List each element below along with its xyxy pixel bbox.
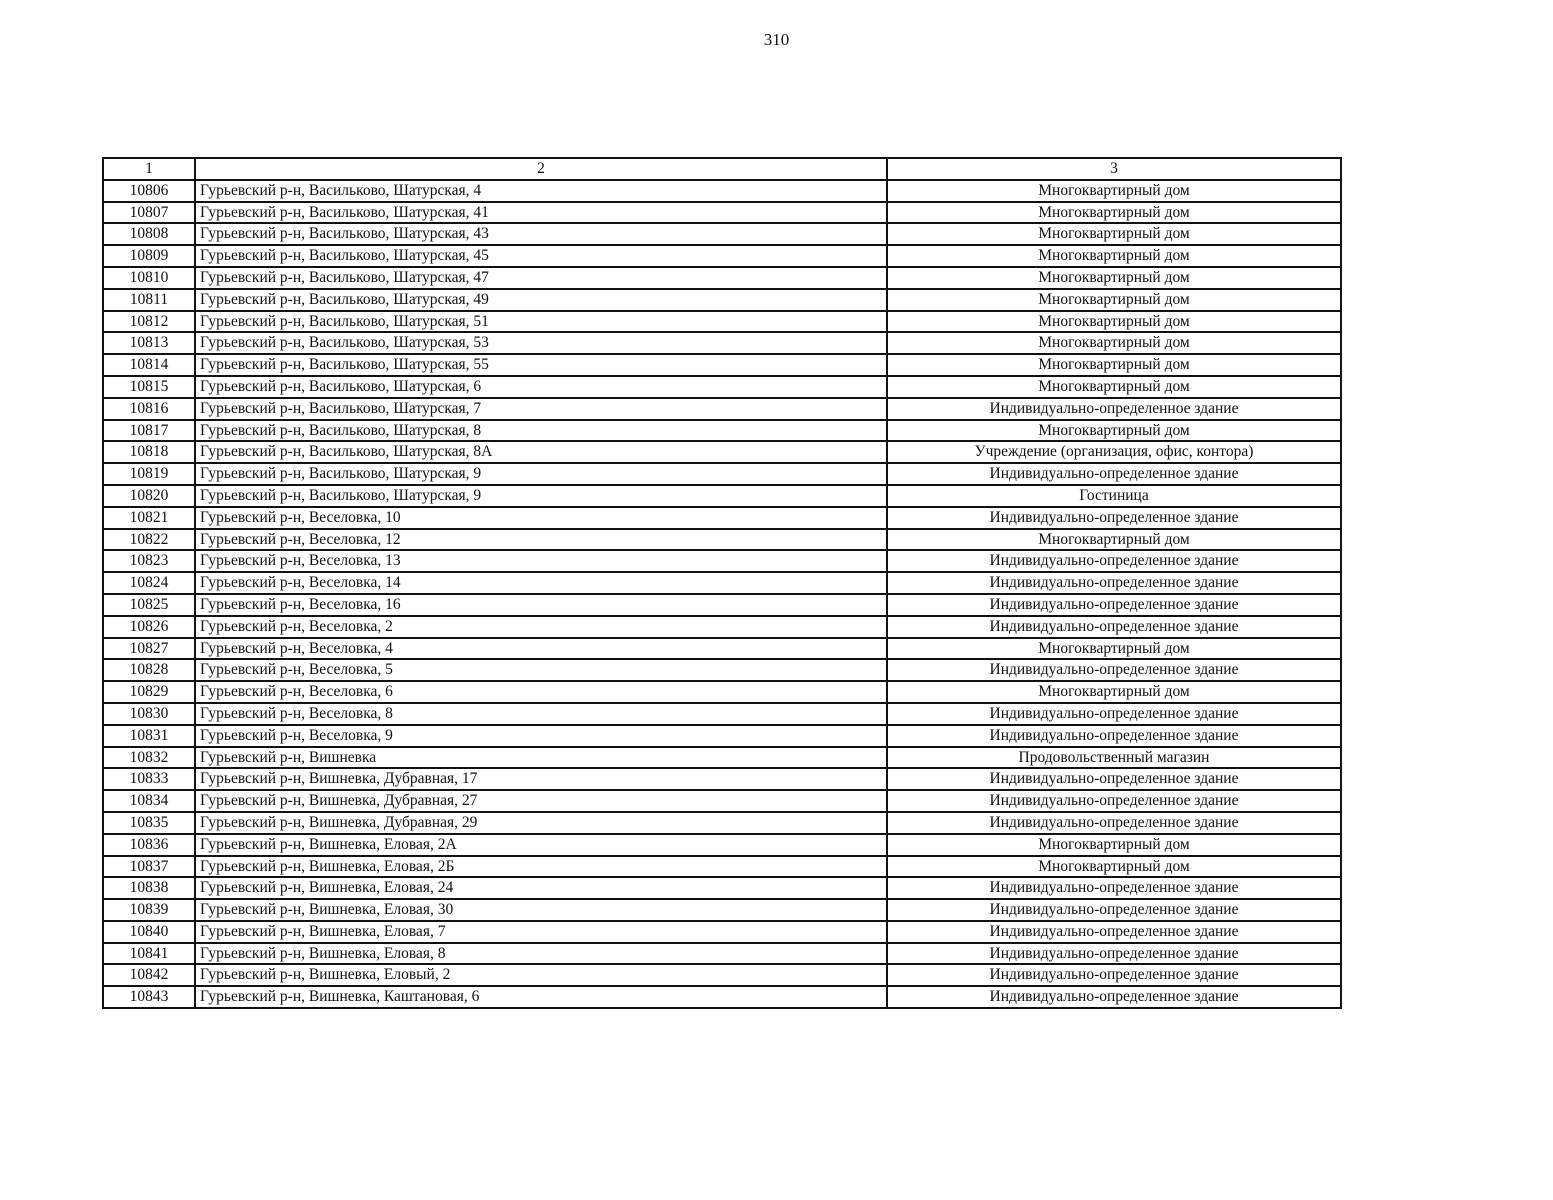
object-type-cell: Индивидуально-определенное здание xyxy=(887,877,1341,899)
table-row xyxy=(103,594,1341,616)
row-number-cell: 10816 xyxy=(103,398,195,420)
object-type-cell: Многоквартирный дом xyxy=(887,223,1341,245)
row-number-cell: 10840 xyxy=(103,921,195,943)
address-cell: Гурьевский р-н, Веселовка, 12 xyxy=(195,529,887,551)
object-type-cell: Индивидуально-определенное здание xyxy=(887,616,1341,638)
table-row xyxy=(103,267,1341,289)
address-cell: Гурьевский р-н, Веселовка, 8 xyxy=(195,703,887,725)
row-number-cell: 10815 xyxy=(103,376,195,398)
table-row xyxy=(103,485,1341,507)
address-cell: Гурьевский р-н, Веселовка, 13 xyxy=(195,550,887,572)
table-body xyxy=(103,158,1341,1008)
table-row xyxy=(103,725,1341,747)
row-number-cell: 10830 xyxy=(103,703,195,725)
object-type-cell: Многоквартирный дом xyxy=(887,289,1341,311)
row-number-cell: 10836 xyxy=(103,834,195,856)
row-number-cell: 10809 xyxy=(103,245,195,267)
address-cell: Гурьевский р-н, Васильково, Шатурская, 4 xyxy=(195,180,887,202)
table-row xyxy=(103,964,1341,986)
table-row xyxy=(103,507,1341,529)
table-row xyxy=(103,856,1341,878)
table-row xyxy=(103,616,1341,638)
row-number-cell: 10821 xyxy=(103,507,195,529)
address-cell: Гурьевский р-н, Вишневка, Еловая, 2А xyxy=(195,834,887,856)
object-type-cell: Индивидуально-определенное здание xyxy=(887,725,1341,747)
address-cell: Гурьевский р-н, Вишневка, Еловая, 7 xyxy=(195,921,887,943)
object-type-cell: Индивидуально-определенное здание xyxy=(887,812,1341,834)
address-cell: Гурьевский р-н, Веселовка, 5 xyxy=(195,659,887,681)
column-header-address: 2 xyxy=(195,158,887,180)
object-type-cell: Многоквартирный дом xyxy=(887,180,1341,202)
address-cell: Гурьевский р-н, Вишневка, Дубравная, 27 xyxy=(195,790,887,812)
row-number-cell: 10827 xyxy=(103,638,195,660)
object-type-cell: Продовольственный магазин xyxy=(887,747,1341,769)
object-type-cell: Индивидуально-определенное здание xyxy=(887,507,1341,529)
object-type-cell: Индивидуально-определенное здание xyxy=(887,986,1341,1008)
object-type-cell: Многоквартирный дом xyxy=(887,834,1341,856)
object-type-cell: Многоквартирный дом xyxy=(887,245,1341,267)
object-type-cell: Многоквартирный дом xyxy=(887,420,1341,442)
row-number-cell: 10831 xyxy=(103,725,195,747)
table-row xyxy=(103,877,1341,899)
row-number-cell: 10843 xyxy=(103,986,195,1008)
row-number-cell: 10841 xyxy=(103,943,195,965)
object-type-cell: Многоквартирный дом xyxy=(887,376,1341,398)
table-row xyxy=(103,943,1341,965)
address-cell: Гурьевский р-н, Вишневка, Дубравная, 17 xyxy=(195,768,887,790)
address-cell: Гурьевский р-н, Васильково, Шатурская, 6 xyxy=(195,376,887,398)
address-cell: Гурьевский р-н, Васильково, Шатурская, 47 xyxy=(195,267,887,289)
table-row xyxy=(103,681,1341,703)
address-cell: Гурьевский р-н, Вишневка xyxy=(195,747,887,769)
row-number-cell: 10810 xyxy=(103,267,195,289)
table-row xyxy=(103,311,1341,333)
object-type-cell: Учреждение (организация, офис, контора) xyxy=(887,441,1341,463)
object-type-cell: Многоквартирный дом xyxy=(887,311,1341,333)
object-type-cell: Индивидуально-определенное здание xyxy=(887,550,1341,572)
row-number-cell: 10828 xyxy=(103,659,195,681)
table-row xyxy=(103,376,1341,398)
row-number-cell: 10824 xyxy=(103,572,195,594)
row-number-cell: 10806 xyxy=(103,180,195,202)
table-row xyxy=(103,332,1341,354)
row-number-cell: 10837 xyxy=(103,856,195,878)
object-type-cell: Многоквартирный дом xyxy=(887,529,1341,551)
row-number-cell: 10812 xyxy=(103,311,195,333)
address-cell: Гурьевский р-н, Васильково, Шатурская, 43 xyxy=(195,223,887,245)
row-number-cell: 10813 xyxy=(103,332,195,354)
object-type-cell: Индивидуально-определенное здание xyxy=(887,398,1341,420)
address-cell: Гурьевский р-н, Веселовка, 9 xyxy=(195,725,887,747)
row-number-cell: 10832 xyxy=(103,747,195,769)
address-cell: Гурьевский р-н, Вишневка, Еловый, 2 xyxy=(195,964,887,986)
address-cell: Гурьевский р-н, Васильково, Шатурская, 7 xyxy=(195,398,887,420)
table-row xyxy=(103,550,1341,572)
table-row xyxy=(103,420,1341,442)
table-row xyxy=(103,398,1341,420)
address-cell: Гурьевский р-н, Вишневка, Еловая, 8 xyxy=(195,943,887,965)
object-type-cell: Индивидуально-определенное здание xyxy=(887,703,1341,725)
object-type-cell: Индивидуально-определенное здание xyxy=(887,768,1341,790)
object-type-cell: Гостиница xyxy=(887,485,1341,507)
table-row xyxy=(103,638,1341,660)
table-row xyxy=(103,703,1341,725)
row-number-cell: 10811 xyxy=(103,289,195,311)
object-type-cell: Многоквартирный дом xyxy=(887,267,1341,289)
table-row xyxy=(103,245,1341,267)
object-type-cell: Индивидуально-определенное здание xyxy=(887,572,1341,594)
row-number-cell: 10823 xyxy=(103,550,195,572)
address-cell: Гурьевский р-н, Вишневка, Еловая, 2Б xyxy=(195,856,887,878)
address-cell: Гурьевский р-н, Васильково, Шатурская, 8А xyxy=(195,441,887,463)
object-type-cell: Многоквартирный дом xyxy=(887,638,1341,660)
table-row xyxy=(103,834,1341,856)
object-type-cell: Многоквартирный дом xyxy=(887,681,1341,703)
table-row xyxy=(103,747,1341,769)
object-type-cell: Индивидуально-определенное здание xyxy=(887,659,1341,681)
table-row xyxy=(103,463,1341,485)
column-header-number: 1 xyxy=(103,158,195,180)
row-number-cell: 10839 xyxy=(103,899,195,921)
row-number-cell: 10826 xyxy=(103,616,195,638)
row-number-cell: 10833 xyxy=(103,768,195,790)
row-number-cell: 10825 xyxy=(103,594,195,616)
row-number-cell: 10814 xyxy=(103,354,195,376)
data-table xyxy=(102,157,1342,1009)
table-row xyxy=(103,354,1341,376)
table-row xyxy=(103,223,1341,245)
table-row xyxy=(103,572,1341,594)
object-type-cell: Индивидуально-определенное здание xyxy=(887,463,1341,485)
table-row xyxy=(103,768,1341,790)
page-number: 310 xyxy=(763,30,790,49)
object-type-cell: Индивидуально-определенное здание xyxy=(887,899,1341,921)
row-number-cell: 10834 xyxy=(103,790,195,812)
table-row xyxy=(103,202,1341,224)
address-cell: Гурьевский р-н, Васильково, Шатурская, 8 xyxy=(195,420,887,442)
address-cell: Гурьевский р-н, Васильково, Шатурская, 9 xyxy=(195,463,887,485)
row-number-cell: 10842 xyxy=(103,964,195,986)
address-cell: Гурьевский р-н, Вишневка, Еловая, 30 xyxy=(195,899,887,921)
address-cell: Гурьевский р-н, Веселовка, 14 xyxy=(195,572,887,594)
row-number-cell: 10818 xyxy=(103,441,195,463)
object-type-cell: Индивидуально-определенное здание xyxy=(887,594,1341,616)
address-cell: Гурьевский р-н, Вишневка, Еловая, 24 xyxy=(195,877,887,899)
table-row xyxy=(103,921,1341,943)
object-type-cell: Многоквартирный дом xyxy=(887,332,1341,354)
row-number-cell: 10807 xyxy=(103,202,195,224)
address-cell: Гурьевский р-н, Васильково, Шатурская, 55 xyxy=(195,354,887,376)
row-number-cell: 10819 xyxy=(103,463,195,485)
address-cell: Гурьевский р-н, Веселовка, 2 xyxy=(195,616,887,638)
row-number-cell: 10820 xyxy=(103,485,195,507)
row-number-cell: 10835 xyxy=(103,812,195,834)
table-row xyxy=(103,790,1341,812)
address-cell: Гурьевский р-н, Васильково, Шатурская, 9 xyxy=(195,485,887,507)
row-number-cell: 10822 xyxy=(103,529,195,551)
row-number-cell: 10808 xyxy=(103,223,195,245)
address-cell: Гурьевский р-н, Вишневка, Каштановая, 6 xyxy=(195,986,887,1008)
column-header-type: 3 xyxy=(887,158,1341,180)
table-row xyxy=(103,659,1341,681)
table-row xyxy=(103,986,1341,1008)
table-row xyxy=(103,441,1341,463)
object-type-cell: Многоквартирный дом xyxy=(887,856,1341,878)
table-row xyxy=(103,529,1341,551)
object-type-cell: Индивидуально-определенное здание xyxy=(887,964,1341,986)
address-cell: Гурьевский р-н, Веселовка, 10 xyxy=(195,507,887,529)
table-row xyxy=(103,899,1341,921)
address-cell: Гурьевский р-н, Васильково, Шатурская, 51 xyxy=(195,311,887,333)
table-row xyxy=(103,289,1341,311)
address-cell: Гурьевский р-н, Веселовка, 6 xyxy=(195,681,887,703)
table-header-row xyxy=(103,158,1341,180)
object-type-cell: Индивидуально-определенное здание xyxy=(887,921,1341,943)
address-cell: Гурьевский р-н, Веселовка, 16 xyxy=(195,594,887,616)
object-type-cell: Индивидуально-определенное здание xyxy=(887,790,1341,812)
address-cell: Гурьевский р-н, Васильково, Шатурская, 53 xyxy=(195,332,887,354)
address-cell: Гурьевский р-н, Васильково, Шатурская, 49 xyxy=(195,289,887,311)
address-cell: Гурьевский р-н, Васильково, Шатурская, 41 xyxy=(195,202,887,224)
object-type-cell: Многоквартирный дом xyxy=(887,354,1341,376)
address-cell: Гурьевский р-н, Веселовка, 4 xyxy=(195,638,887,660)
address-cell: Гурьевский р-н, Васильково, Шатурская, 45 xyxy=(195,245,887,267)
object-type-cell: Индивидуально-определенное здание xyxy=(887,943,1341,965)
row-number-cell: 10817 xyxy=(103,420,195,442)
table-row xyxy=(103,180,1341,202)
row-number-cell: 10838 xyxy=(103,877,195,899)
address-cell: Гурьевский р-н, Вишневка, Дубравная, 29 xyxy=(195,812,887,834)
table-row xyxy=(103,812,1341,834)
object-type-cell: Многоквартирный дом xyxy=(887,202,1341,224)
row-number-cell: 10829 xyxy=(103,681,195,703)
